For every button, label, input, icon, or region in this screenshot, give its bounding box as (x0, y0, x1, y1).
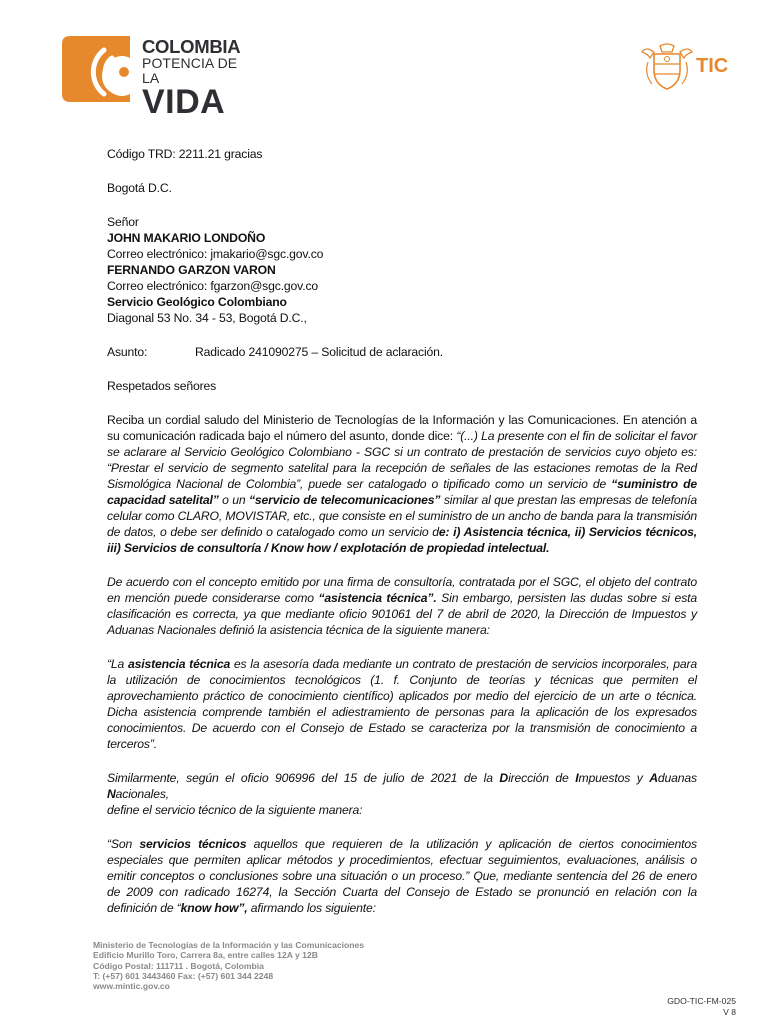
recipient-name-2: FERNANDO GARZON VARON (107, 263, 276, 277)
logo-wordmark (142, 36, 252, 121)
p4-line-1 (107, 770, 697, 802)
p3-text-a: “La (107, 657, 128, 671)
paragraph-2 (107, 574, 697, 638)
p4-bold-i: I (575, 771, 579, 785)
logo-word-vida: VIDA (142, 83, 226, 121)
p5-text-e: afirmando los siguiente: (247, 901, 376, 915)
recipient-block (107, 214, 697, 326)
subject-line (107, 344, 697, 360)
recipient-email-1: Correo electrónico: jmakario@sgc.gov.co (107, 247, 324, 261)
subject-label: Asunto: (107, 345, 148, 359)
footer-line: T: (+57) 601 3443460 Fax: (+57) 601 344 2248 (93, 970, 274, 981)
logo-word-potencia: POTENCIA DE LA (142, 55, 238, 86)
p4-line-2: define el servicio técnico de la siguiente manera: (107, 803, 363, 817)
p4-text-t1: irección de (508, 771, 576, 785)
p1-bold-servicios-list: e: i) Asistencia técnica, ii) Servicios técnicos, iii) Servicios de consultoría / Know how / explotación de propiedad intelectual. (107, 525, 697, 555)
form-version: V 8 (723, 1006, 736, 1017)
p4-bold-n: N (107, 787, 116, 801)
paragraph-5 (107, 836, 697, 916)
paragraph-4 (107, 770, 697, 818)
p5-text-c: aquellos que requieren de la utilización y aplicación de ciertos conocimientos especiales que permiten aplicar métodos y procedimientos, efectuar seguimientos, evaluaciones, análisis o emitir conceptos o conclusiones sobre una situación o un proceso.” Que, mediante sentencia del 26 de enero de 2009 con radicado 16274, la Sección Cuarta del Consejo de Estado se pronunció en relación con la definición de “ (107, 837, 697, 915)
p4-bold-d: D (499, 771, 509, 785)
subject-value: Radicado 241090275 – Solicitud de aclaración. (195, 345, 444, 359)
p4-text-a: Similarmente, según el oficio 906996 del 15 de julio de 2021 de la (107, 771, 500, 785)
logo-signal-mark-icon (62, 36, 130, 102)
p4-text-t4: acionales, (115, 787, 170, 801)
footer-website-link[interactable]: www.mintic.gov.co (93, 981, 170, 992)
p2-text-a: De acuerdo con el concepto emitido por una firma de consultoría, contratada por el SGC, el objeto del contrato en mención puede considerarse como (107, 575, 697, 605)
p1-bold-capacidad-satelital: “suministro de capacidad satelital” (107, 477, 697, 507)
p1-text-f: similar al que prestan las empresas de telefonía celular como CLARO, MOVISTAR, etc., que consiste en el suministro de un ancho de banda para la transmisión de datos, o debe ser definido o catalogado como un servicio d (107, 493, 697, 539)
paragraph-1 (107, 412, 697, 556)
greeting: Respetados señores (107, 379, 217, 393)
p1-text-d: o un (218, 493, 249, 507)
paragraph-3 (107, 656, 697, 752)
form-code-block (667, 996, 736, 1017)
p3-bold-asistencia: asistencia técnica (127, 657, 231, 671)
coat-of-arms-icon (640, 42, 694, 92)
p3-text-c: es la asesoría dada mediante un contrato de prestación de servicios incorporales, para la utilización de conocimientos tecnológicos (1. f. Conjunto de teorías y técnicas que permiten el aprovechamiento práctico de conocimiento científico) aplicados por medio del ejercicio de un arte o técnica. Dicha asistencia comprende también el adiestramiento de personas para la aplicación de los expresados conocimientos. De acuerdo con el Consejo de Estado se caracteriza por la transmisión de conocimiento a terceros”. (107, 657, 697, 751)
p4-bold-a: A (649, 771, 658, 785)
p4-text-t3: duanas (657, 771, 697, 785)
p5-bold-servicios-tecnicos: servicios técnicos (139, 837, 247, 851)
p2-bold-asistencia: “asistencia técnica”. (318, 591, 437, 605)
form-code: GDO-TIC-FM-025 (667, 996, 736, 1006)
footer-line: Ministerio de Tecnologías de la Información y las Comunicaciones (93, 940, 365, 950)
p1-text-a: Reciba un cordial saludo del Ministerio de Tecnologías de la Información y las Comunicaciones. En atención a su comunicación radicada bajo el número del asunto, donde dice: (107, 413, 697, 443)
footer-line: Edificio Murillo Toro, Carrera 8a, entre calles 12A y 12B (93, 950, 318, 961)
colombia-potencia-de-la-vida-logo (62, 36, 252, 121)
p1-quote: “(...) La presente con el fin de solicitar el favor se aclarare al Servicio Geológico Colombiano - SGC si un contrato de prestación de servicios cuyo objeto es: “Prestar el servicio de segmento satelital para la recepción de señales de las estaciones remotas de la Red Sismológica Nacional de Colombia”, puede ser catalogado o tipificado como un servicio de (107, 429, 697, 491)
recipient-name-1: JOHN MAKARIO LONDOÑO (107, 231, 266, 245)
logo-word-colombia: COLOMBIA (142, 36, 241, 57)
recipient-address: Diagonal 53 No. 34 - 53, Bogotá D.C., (107, 311, 307, 325)
p1-bold-telecom: “servicio de telecomunicaciones” (248, 493, 441, 507)
p5-text-a: “Son (107, 837, 140, 851)
p5-bold-know-how: know how”, (180, 901, 248, 915)
city-line: Bogotá D.C. (107, 181, 172, 195)
recipient-email-2: Correo electrónico: fgarzon@sgc.gov.co (107, 279, 319, 293)
letter-body (107, 146, 697, 916)
recipient-organization: Servicio Geológico Colombiano (107, 295, 287, 309)
mintic-logo (640, 42, 740, 92)
p2-text-c: Sin embargo, persisten las dudas sobre si esta clasificación es correcta, ya que mediante oficio 901061 del 7 de abril de 2020, la Dirección de Impuestos y Aduanas Nacionales definió la asistencia técnica de la siguiente manera: (107, 591, 697, 637)
p4-text-t2: mpuestos y (578, 771, 650, 785)
recipient-salutation: Señor (107, 215, 139, 229)
tic-logo-text: TIC (696, 55, 729, 77)
footer-line: Código Postal: 111711 . Bogotá, Colombia (93, 960, 264, 971)
codigo-trd: Código TRD: 2211.21 gracias (107, 147, 263, 161)
footer-address-block (93, 940, 364, 991)
